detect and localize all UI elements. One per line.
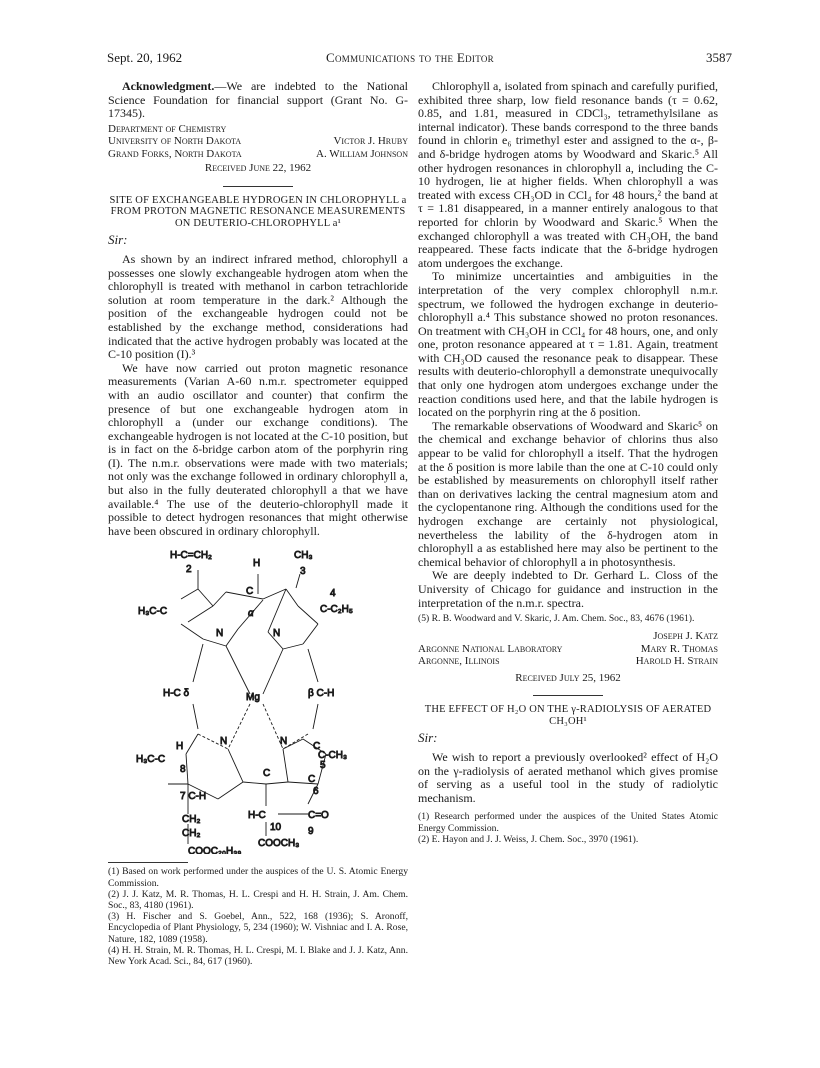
ack-heading: Acknowledgment. [122,79,215,93]
article-title: THE EFFECT OF H₂O ON THE γ-RADIOLYSIS OF AERATED CH₃OH¹ [424,704,712,727]
label-beta: β C-H [308,688,335,700]
label-c4: 4 [330,588,336,600]
header-date: Sept. 20, 1962 [107,50,183,65]
body-paragraph: We are deeply indebted to Dr. Gerhard L. Closs of the University of Chicago for guidance and instruction in the interpretation of the n.m.r. spectra. [418,568,718,610]
salutation: Sir: [108,232,128,248]
signature-name: Harold H. Strain [635,655,718,668]
body-paragraph: We have now carried out proton magnetic resonance measurements (Varian A-60 n.m.r. spectrometer equipped with an audio oscillator and counter) that confirm the presence of but one exchangeable hydrogen atom in chlorophyll a (under our exchange conditions). The exchangeable hydrogen is not located at the C-10 position, but is in fact on the δ-bridge carbon atom of the porphyrin ring (I). The n.m.r. observations were made with two materials; not only was the exchange followed in ordinary chlorophyll a, but also in the fully deuterated chlorophyll a that we have available.⁴ The use of the deuterio-chlorophyll made it possible to detect hydrogen resonances that might otherwise have been obscured in ordinary chlorophyll. [108,360,408,538]
label-vinyl: H-C=CH₂ [170,550,212,562]
footnote-divider [108,862,188,863]
label-ring-c1: C [246,586,254,598]
author-2: A. William Johnson [316,147,408,160]
chlorophyll-structure-diagram [108,544,408,854]
left-column [108,80,408,967]
label-c2h5: C-C₂H₅ [320,604,353,616]
footnotes [108,866,408,967]
footnote: (1) Research performed under the auspices of the United States Atomic Energy Commission. [418,811,718,834]
label-c5: 5 [320,760,326,772]
footnote: (3) H. Fischer and S. Goebel, Ann., 522, 168 (1936); S. Aronoff, Encyclopedia of Plant Physiology, 5, 234 (1960); W. Vishniac and I. A. Rose, Nature, 182, 1089 (1958). [108,911,408,945]
label-c2: 2 [186,564,192,576]
label-c3: 3 [300,566,306,578]
label-n4: N [280,736,288,748]
footnote: (1) Based on work performed under the auspices of the U. S. Atomic Energy Commission. [108,866,408,889]
divider [533,695,603,696]
body-paragraph: The remarkable observations of Woodward and Skaric⁵ on the chemical and exchange behavior of chlorins thus also appear to be valid for chlorophyll a itself. That the hydrogen at the δ position is more labile than the one at C-10 could only be established by measurements on chlorophyll itself rather than on derivatives lacking the central magnesium atom and the cyclopentanone ring. Although the conditions used for the hydrogen exchange are certainly not physiological, nevertheless the lability of the δ-hydrogen atom in chlorophyll a as established here may also be pertinent to the chemical behavior of chlorophyll a in photosynthesis. [418,418,718,569]
label-c9: 9 [308,826,314,838]
label-h3c-bottom: H₃C-C [136,754,166,766]
label-ring-c2: C [263,768,271,780]
header-journal-section: Communications to the Editor [326,50,494,65]
address-line-1: Department of Chemistry [108,122,227,135]
label-ch3-top: CH₃ [294,550,313,562]
author-1: Victor J. Hruby [333,135,408,148]
label-h-top: H [253,558,261,570]
divider [223,186,293,187]
label-c6: 6 [313,786,319,798]
label-c7: 7 C-H [180,791,207,803]
label-co: C=O [308,810,329,822]
right-column [418,80,718,845]
label-mg: Mg [246,692,260,704]
footnote: (4) H. H. Strain, M. R. Thomas, H. L. Crespi, M. I. Blake and J. J. Katz, Ann. New York Acad. Sci., 84, 617 (1960). [108,944,408,968]
body-paragraph: To minimize uncertainties and ambiguities in the interpretation of the very complex chlorophyll n.m.r. spectrum, we followed the hydrogen exchange in deuterio-chlorophyll a.⁴ This substance showed no proton resonances. On treatment with CH₃OH in CCl₄ for 48 hours, one, and only one, proton resonance appeared at τ = 1.81. Again, treatment with CH₃OD caused the resonance peak to disappear. These results with deuterio-chlorophyll a demonstrate unequivocally that only one hydrogen atom undergoes exchange under the reaction conditions used here, and that the labile hydrogen is located on the porphyrin ring at the δ position. [418,269,718,420]
label-alpha: α [248,608,254,620]
footnote: (2) J. J. Katz, M. R. Thomas, H. L. Crespi and H. H. Strain, J. Am. Chem. Soc., 83, 4180 (1961). [108,888,408,912]
ack-text: —We are indebted to the National Science Foundation for financial support (Grant No. G-17345). [108,79,408,121]
label-hc10: H-C [248,810,266,822]
label-cooc20: COOC₂₀H₃₉ [188,846,242,855]
signature-name: Mary R. Thomas [640,642,718,655]
salutation: Sir: [418,730,438,746]
label-ch2b: CH₂ [182,828,201,840]
label-ring-c4: C [308,774,316,786]
received-date: Received July 25, 1962 [515,671,621,684]
label-n3: N [220,736,228,748]
received-date: Received June 22, 1962 [204,162,312,175]
acknowledgment [108,80,408,121]
body-paragraph: As shown by an indirect infrared method, chlorophyll a possesses one slowly exchangeable hydrogen atom when the chlorophyll is treated with methanol in carbon tetrachloride solution at room temperature in the dark.² Although the position of the exchangeable hydrogen could not be established by the exchange method, considerations had indicated that the active hydrogen probably was located at the C-10 position (I).³ [108,251,408,362]
label-h-mid: H [176,741,184,753]
label-ring-c3: C [313,741,321,753]
address-line-3: Grand Forks, North Dakota [108,147,242,160]
label-ch3-right: C-CH₃ [318,750,348,762]
author-address [108,123,408,161]
label-delta: H-C δ [163,688,190,700]
label-n2: N [273,628,281,640]
signature-block [418,630,718,668]
label-cooch3: COOCH₃ [258,838,300,850]
signature-city: Argonne, Illinois [418,655,500,668]
label-ch2a: CH₂ [182,814,201,826]
footnote: (2) E. Hayon and J. J. Weiss, J. Chem. Soc., 3970 (1961). [418,833,639,845]
label-c10: 10 [270,822,282,834]
header-page-number: 3587 [706,50,732,65]
label-n1: N [216,628,224,640]
structure-bonds [168,570,326,844]
footnote: (5) R. B. Woodward and V. Skaric, J. Am. Chem. Soc., 83, 4676 (1961). [418,613,695,625]
signature-name: Joseph J. Katz [653,630,718,643]
address-line-2: University of North Dakota [108,135,242,148]
body-paragraph: Chlorophyll a, isolated from spinach and carefully purified, exhibited three sharp, low field resonance bands (τ = 0.62, 0.85, and 1.81, measured in CDCl₃, tetramethylsilane as internal indicator). These bands correspond to the three bands found in chlorin e₆ trimethyl ester and assigned to the α-, β- and δ-bridge hydrogen atoms by Woodward and Skaric.⁵ All other hydrogen resonances in chlorophyll a, including the C-10 hydrogen, lie at higher fields. When chlorophyll a was treated with excess CH₃OD in CCl₄ for 48 hours,² the band at τ = 1.81 disappeared, in a manner entirely analogous to that reported for chlorin by Woodward and Skaric.⁵ When the exchanged chlorophyll a was treated with CH₃OH, the band reappeared. These facts indicate that the δ-bridge hydrogen atom undergoes the exchange. [418,79,718,270]
label-c8: 8 [180,764,186,776]
body-paragraph: We wish to report a previously overlooked² effect of H₂O on the γ-radiolysis of aerated methanol which gives promise of serving as a useful tool in the study of radiolytic mechanism. [418,750,718,805]
label-h3c-top: H₃C-C [138,606,168,618]
article-title: SITE OF EXCHANGEABLE HYDROGEN IN CHLOROPHYLL a FROM PROTON MAGNETIC RESONANCE MEASUREMENTS ON DEUTERIO-CHLOROPHYLL a¹ [109,194,407,229]
signature-lab: Argonne National Laboratory [418,642,563,655]
